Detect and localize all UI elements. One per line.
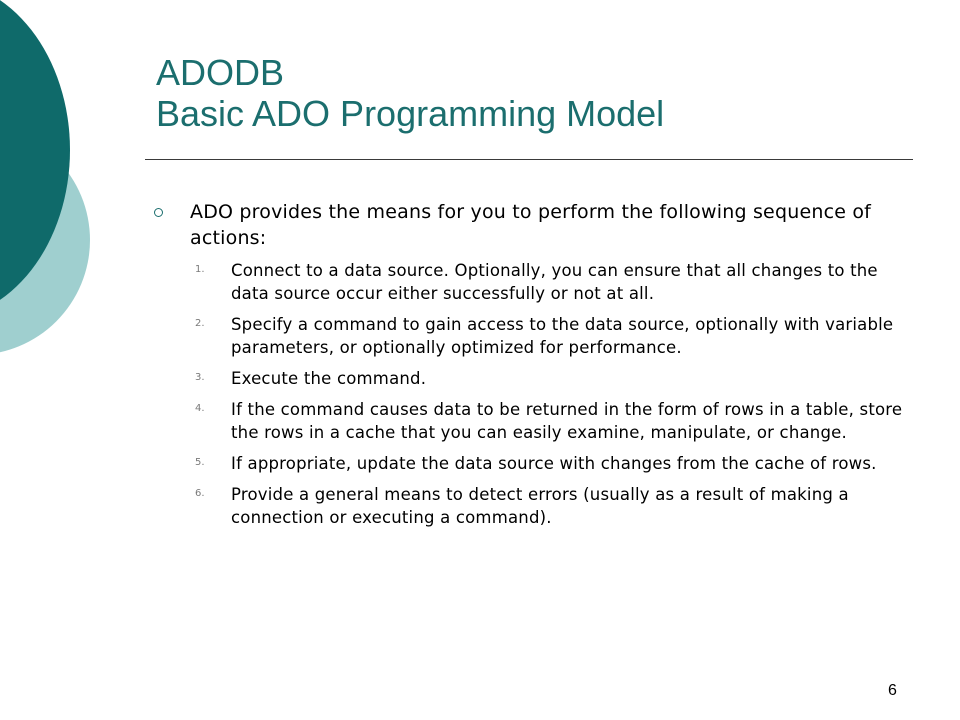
list-item [195, 483, 904, 529]
step-number: 3. [195, 372, 205, 383]
ring-bullet-icon [154, 208, 163, 217]
list-item [195, 398, 904, 444]
slide-title-line-1: ADODB [156, 52, 285, 93]
list-item [195, 367, 904, 390]
main-bullet-text: ADO provides the means for you to perform the following sequence of actions: [190, 201, 872, 249]
step-number: 2. [195, 318, 205, 329]
slide-title-line-2: Basic ADO Programming Model [156, 93, 665, 134]
step-text: Specify a command to gain access to the data source, optionally with variable parameters, or optionally optimized for performance. [231, 315, 894, 357]
main-bullet [154, 199, 904, 251]
step-text: If appropriate, update the data source with changes from the cache of rows. [231, 454, 877, 473]
step-number: 1. [195, 264, 205, 275]
step-number: 5. [195, 457, 205, 468]
step-number: 4. [195, 403, 205, 414]
step-text: Connect to a data source. Optionally, you can ensure that all changes to the data source occur either successfully or not at all. [231, 261, 878, 303]
step-text: If the command causes data to be returned in the form of rows in a table, store the rows in a cache that you can easily examine, manipulate, or change. [231, 400, 903, 442]
slide-body [154, 199, 904, 537]
step-text: Execute the command. [231, 369, 427, 388]
slide-title [156, 52, 916, 134]
list-item [195, 452, 904, 475]
page-number: 6 [888, 682, 897, 699]
list-item [195, 313, 904, 359]
step-number: 6. [195, 488, 205, 499]
list-item [195, 259, 904, 305]
step-text: Provide a general means to detect errors (usually as a result of making a connection or executing a command). [231, 485, 849, 527]
steps-list [154, 259, 904, 529]
title-divider [145, 159, 913, 160]
